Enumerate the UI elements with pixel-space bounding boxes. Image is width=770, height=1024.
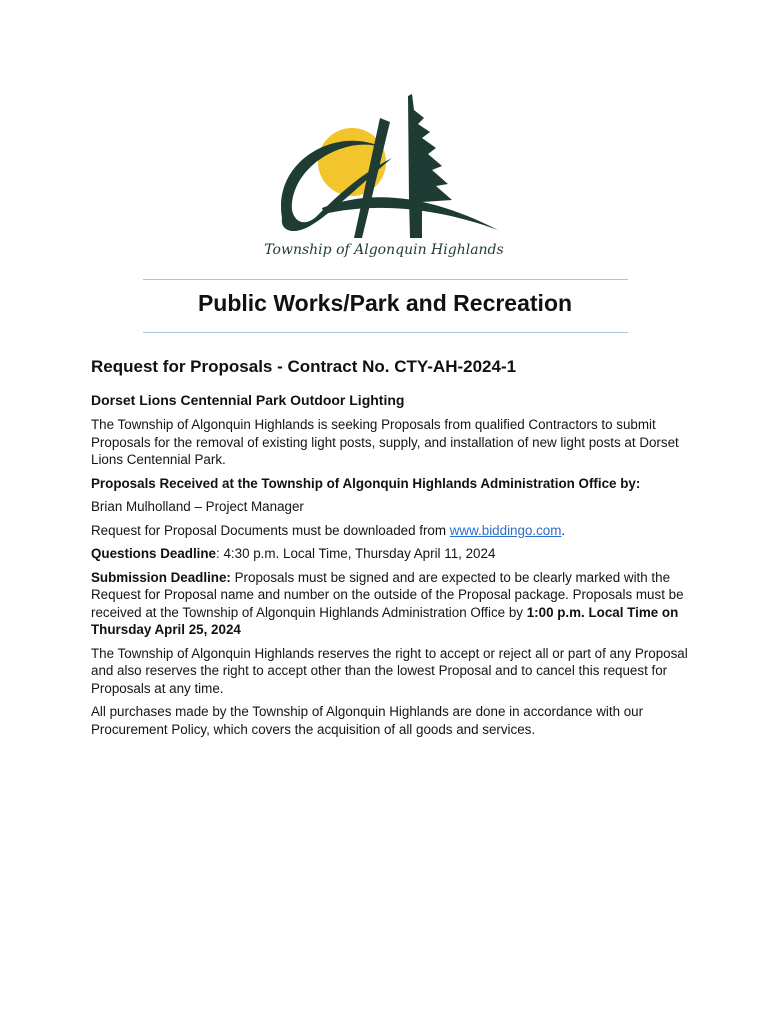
- procurement-paragraph: All purchases made by the Township of Algonquin Highlands are done in accordance with our Procurement Policy, which covers the acquisition of all goods and services.: [91, 704, 644, 737]
- download-text: Request for Proposal Documents must be downloaded from: [91, 522, 450, 538]
- questions-text: : 4:30 p.m. Local Time, Thursday April 11, 2024: [216, 546, 496, 561]
- title-bottom-rule: [143, 332, 628, 333]
- download-suffix: .: [561, 522, 566, 538]
- download-paragraph: [91, 522, 691, 540]
- document-body: [91, 356, 691, 744]
- submission-text: Proposals must be signed and are expected to be clearly marked with the Request for Proposal name and number on the outside of the Proposal package. Proposals must be received at the Township of Algonquin Highlands Administration Office by: [91, 569, 684, 620]
- township-logo: [262, 88, 507, 263]
- biddingo-link[interactable]: www.biddingo.com: [449, 522, 562, 538]
- logo-wordmark: Township of Algonquin Highlands: [264, 242, 504, 258]
- township-logo-graphic: [262, 88, 507, 263]
- title-top-rule: [143, 279, 628, 280]
- received-by-heading: Proposals Received at the Township of Algonquin Highlands Administration Office by:: [91, 475, 641, 491]
- submission-deadline: 1:00 p.m. Local Time on Thursday April 25, 2024: [91, 604, 679, 637]
- project-heading: Dorset Lions Centennial Park Outdoor Lighting: [91, 392, 405, 408]
- page-title: Public Works/Park and Recreation: [197, 290, 573, 316]
- submission-label: Submission Deadline:: [91, 569, 231, 585]
- rfp-heading: Request for Proposals - Contract No. CTY-AH-2024-1: [91, 357, 517, 376]
- questions-paragraph: [91, 545, 691, 563]
- reserve-paragraph: The Township of Algonquin Highlands reserves the right to accept or reject all or part of any Proposal and also reserves the right to accept other than the lowest Proposal and to cancel this request for Proposals at any time.: [91, 645, 688, 696]
- contact-paragraph: Brian Mulholland – Project Manager: [91, 499, 304, 514]
- intro-paragraph: The Township of Algonquin Highlands is seeking Proposals from qualified Contractors to submit Proposals for the removal of existing light posts, supply, and installation of new light posts at Dorset Lions Centennial Park.: [91, 417, 679, 467]
- questions-label: Questions Deadline: [91, 546, 217, 561]
- logo-tree-icon: [408, 94, 452, 238]
- received-by-paragraph: [91, 475, 691, 493]
- submission-paragraph: [91, 569, 691, 639]
